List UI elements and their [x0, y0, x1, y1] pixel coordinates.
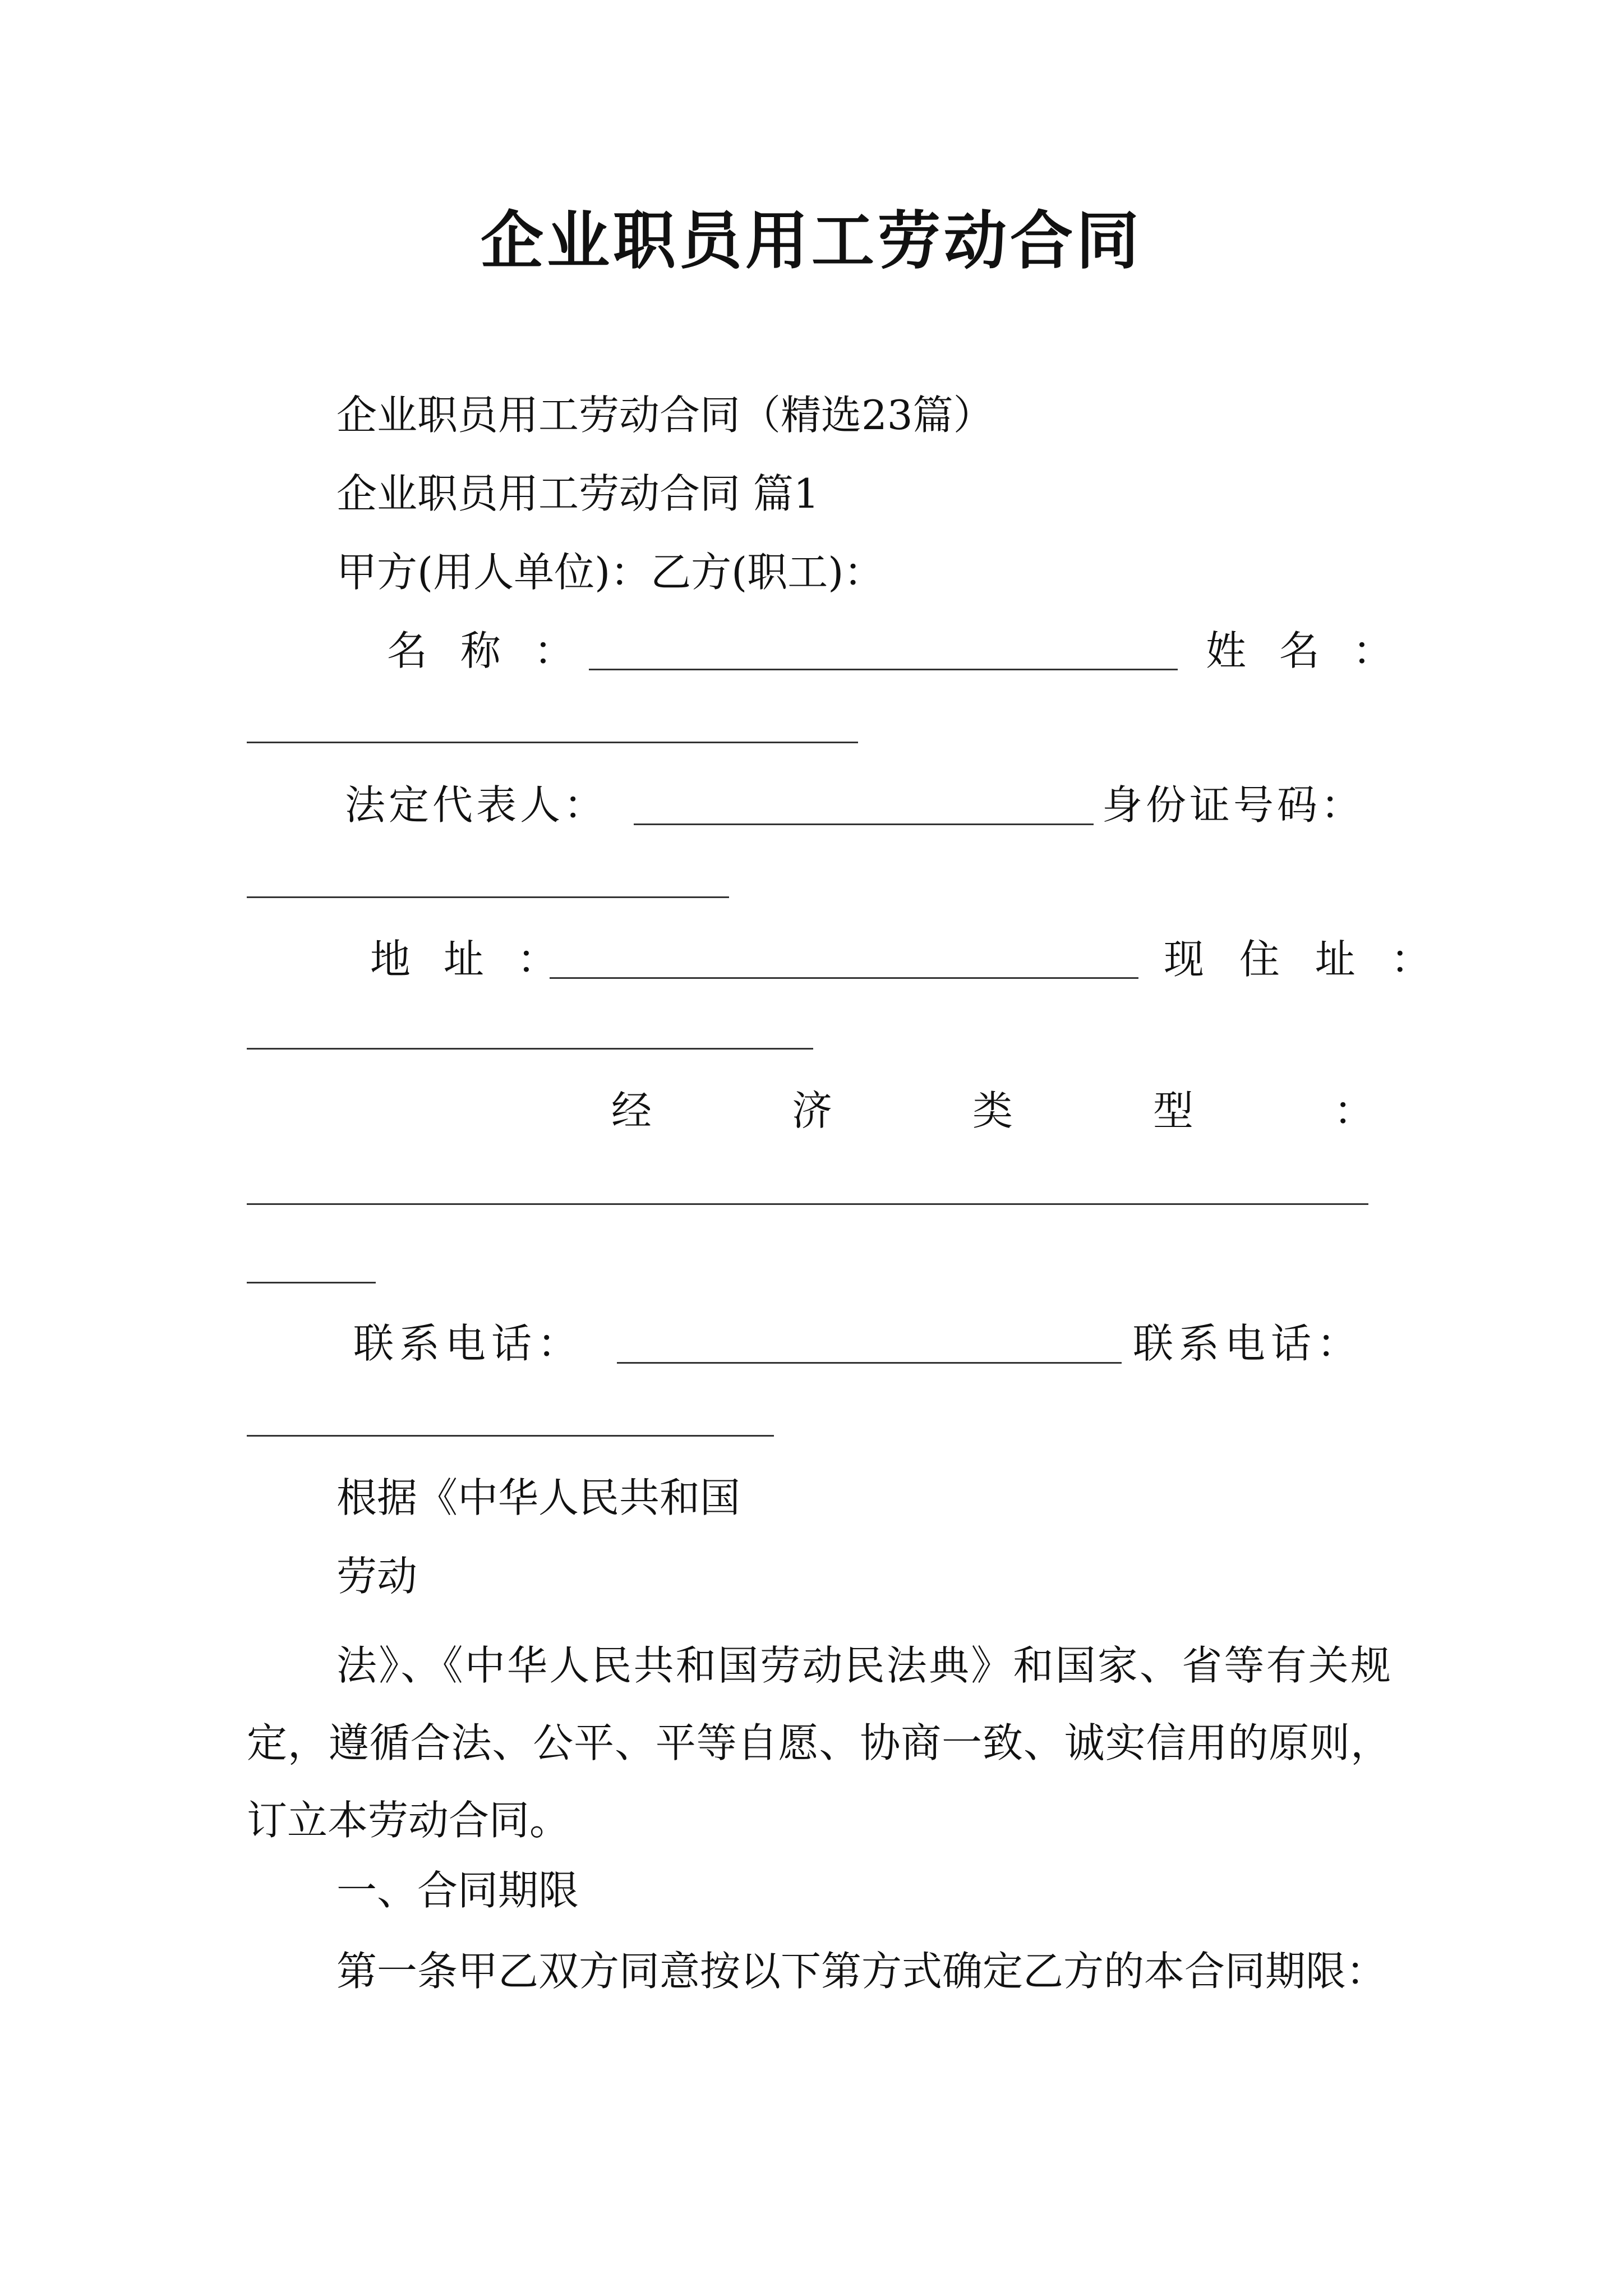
- blank-line-name: [589, 669, 1178, 670]
- field-label-id-number: 身份证号码：: [1102, 781, 1365, 829]
- econ-type-char-4: 型: [1152, 1087, 1193, 1134]
- field-label-address: 地 址 ：: [370, 936, 568, 983]
- body-line-2: 劳动: [336, 1553, 418, 1600]
- blank-line-person-name: [247, 742, 858, 743]
- blank-line-current-address: [247, 1048, 813, 1050]
- article-1: 第一条甲乙双方同意按以下第方式确定乙方的本合同期限：: [336, 1948, 1387, 1995]
- blank-line-id-number: [247, 896, 729, 898]
- blank-line-legal-rep: [634, 823, 1094, 825]
- blank-line-phone-a: [617, 1362, 1122, 1364]
- parties-line: 甲方(用人单位)：乙方(职工)：: [336, 549, 884, 596]
- field-label-phone-a: 联系电话：: [353, 1320, 584, 1367]
- body-paragraph-basis: 法》、《中华人民共和国劳动民法典》和国家、省等有关规定，遵循合法、公平、平等自愿、协商一致、诚实信用的原则，订立本劳动合同。: [247, 1642, 1391, 1844]
- document-title: 企业职员用工劳动合同: [481, 204, 1142, 278]
- field-label-person-name: 姓 名 ：: [1206, 627, 1403, 674]
- field-label-current-address: 现 住 址 ：: [1164, 936, 1442, 983]
- field-label-name: 名 称 ：: [387, 627, 584, 674]
- field-label-phone-b: 联系电话：: [1133, 1320, 1363, 1367]
- econ-type-char-5: ：: [1333, 1087, 1374, 1134]
- blank-line-econ-type-cont: [247, 1282, 376, 1283]
- econ-type-char-2: 济: [791, 1087, 832, 1134]
- section-heading: 企业职员用工劳动合同 篇1: [336, 470, 819, 517]
- blank-line-econ-type: [247, 1203, 1368, 1205]
- field-label-econ-type: [611, 1083, 1374, 1139]
- econ-type-char-1: 经: [611, 1087, 652, 1134]
- subtitle: 企业职员用工劳动合同（精选23篇）: [336, 392, 994, 439]
- field-label-legal-rep: 法定代表人：: [345, 781, 608, 829]
- section-1-heading: 一、合同期限: [336, 1867, 579, 1914]
- econ-type-char-3: 类: [972, 1087, 1013, 1134]
- body-line-1: 根据《中华人民共和国: [336, 1474, 741, 1521]
- blank-line-phone-b: [247, 1435, 774, 1437]
- blank-line-address: [550, 977, 1138, 979]
